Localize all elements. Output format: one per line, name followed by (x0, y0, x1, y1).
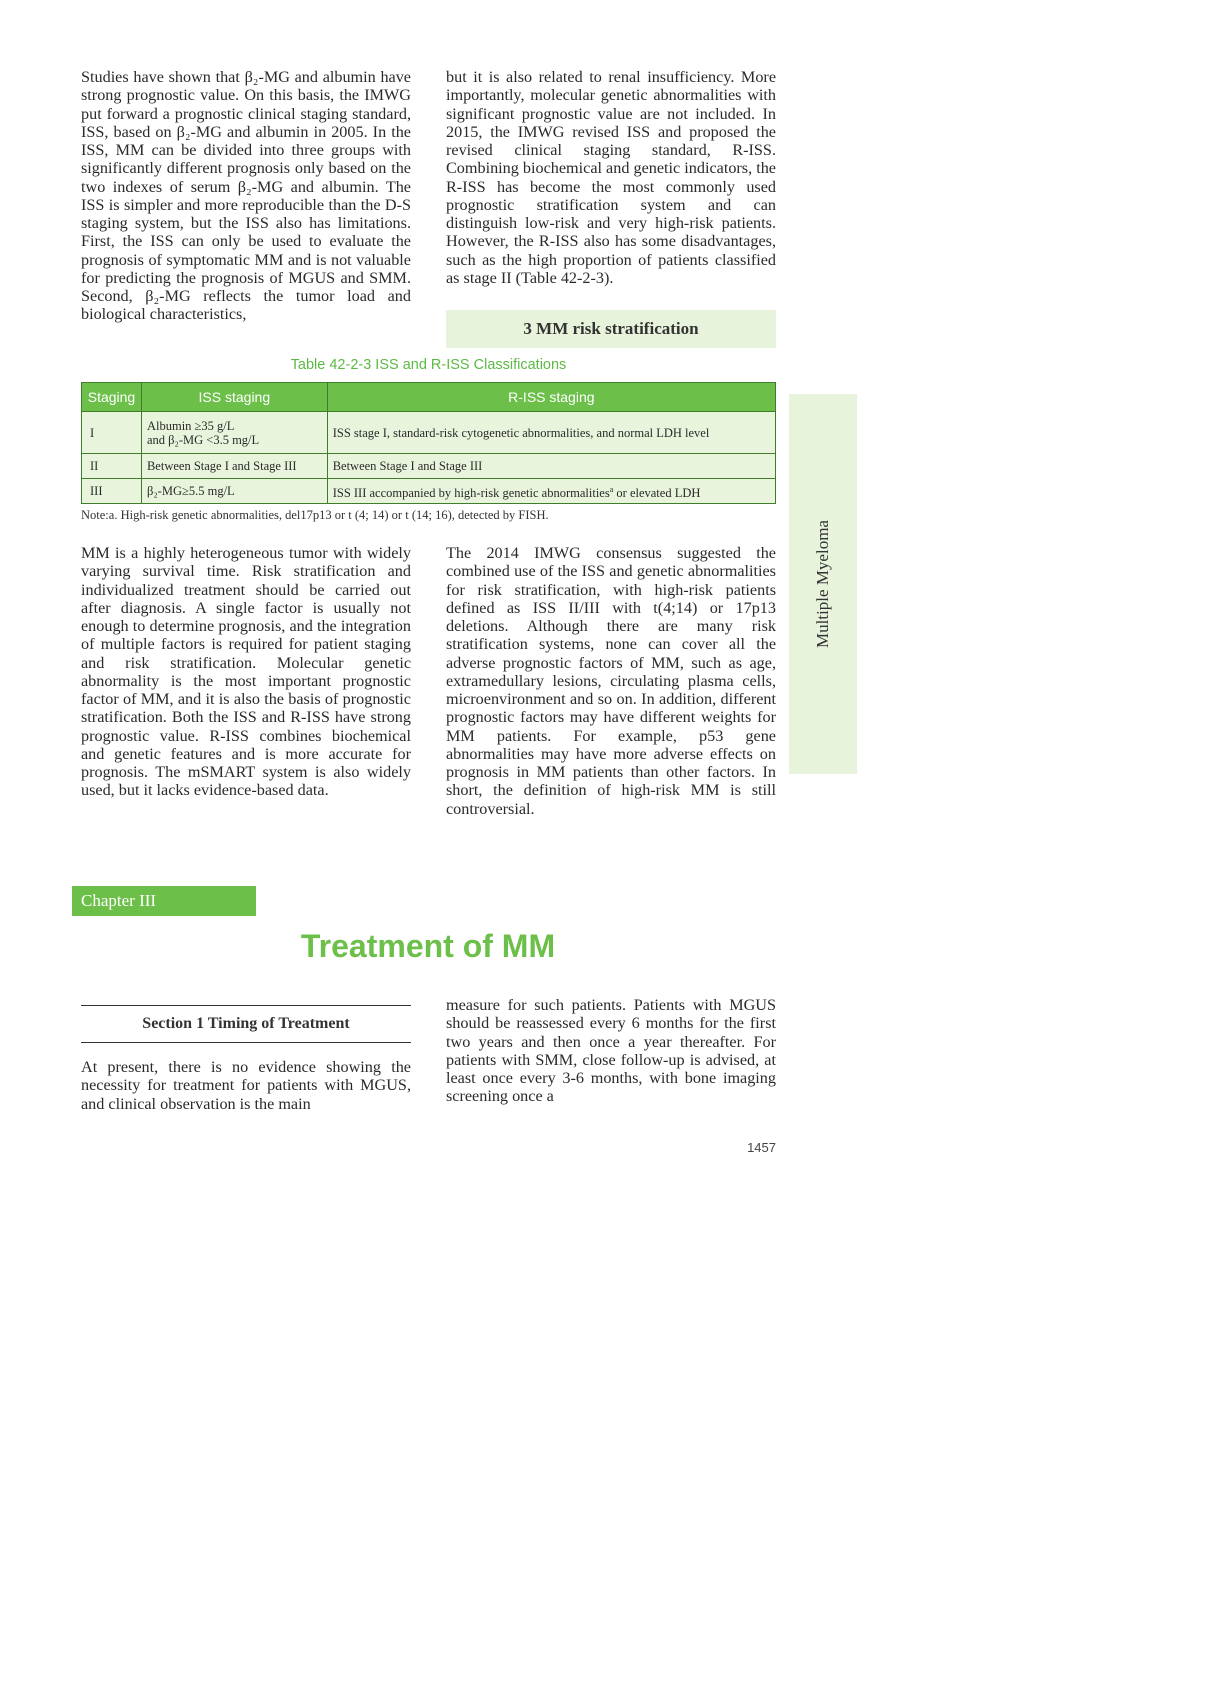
riss-cell-text: ISS III accompanied by high-risk genetic abnormalities (332, 485, 610, 500)
table-header-row (82, 383, 776, 412)
iss-cell-line: and β₂-MG <3.5 mg/L (146, 432, 260, 447)
table-row (82, 479, 776, 504)
header-iss-staging: ISS staging (141, 383, 327, 412)
table-row (82, 412, 776, 454)
footnote-marker: a (609, 484, 614, 494)
chapter-title: Treatment of MM (300, 928, 556, 964)
table-caption: Table 42-2-3 ISS and R-ISS Classifications (290, 357, 567, 373)
paragraph-riss-revision: but it is also related to renal insufficiency. More importantly, molecular genetic abnormalities with significant prognostic value are not included. In 2015, the IMWG revised ISS and proposed the revised clinical staging standard, R-ISS. Combining biochemical and genetic indicators, the R-ISS has become the most commonly used prognostic stratification system and can distinguish low-risk and very high-risk patients. However, the R-ISS also has some disadvantages, such as the high proportion of patients classified as stage II (Table 42-2-3). (446, 68, 776, 287)
body-text-bottom-left (81, 1058, 411, 1113)
paragraph-heterogeneous: MM is a highly heterogeneous tumor with widely varying survival time. Risk stratification and individualized treatment should be carried out after diagnosis. A single factor is usually not enough to determine prognosis, and the integration of multiple factors is required for patient staging and risk stratification. Molecular genetic abnormality is the most important prognostic factor of MM, and it is also the basis of prognostic stratification. Both the ISS and R-ISS have strong prognostic value. R-ISS combines biochemical and genetic features and is more accurate for prognosis. The mSMART system is also widely used, but it lacks evidence-based data. (81, 544, 411, 800)
header-staging: Staging (82, 383, 142, 412)
iss-cell: Between Stage I and Stage III (141, 454, 327, 479)
iss-cell: β₂-MG≥5.5 mg/L (141, 479, 327, 504)
page-number: 1457 (747, 1140, 776, 1155)
riss-cell: ISS stage I, standard-risk cytogenetic abnormalities, and normal LDH level (327, 412, 775, 454)
side-tab (789, 394, 857, 774)
body-text-top-right (446, 68, 776, 287)
iss-riss-table (81, 382, 776, 504)
paragraph-imwg-consensus: The 2014 IMWG consensus suggested the combined use of the ISS and genetic abnormalities for risk stratification, with high-risk patients defined as ISS II/III with t(4;14) or 17p13 deletions. Although there are many risk stratification systems, none can cover all the adverse prognostic factors of MM, such as age, extramedullary lesions, circulating plasma cells, microenvironment and so on. In addition, different prognostic factors may have different weights for MM patients. For example, p53 gene abnormalities may have more adverse effects on prognosis in MM patients than other factors. In short, the definition of high-risk MM is still controversial. (446, 544, 776, 818)
stage-cell: I (82, 412, 142, 454)
body-text-mid-right (446, 544, 776, 818)
paragraph-mgus-treatment: At present, there is no evidence showing the necessity for treatment for patients with MGUS, and clinical observation is the main (81, 1058, 411, 1113)
section-heading-timing: Section 1 Timing of Treatment (81, 1005, 411, 1043)
body-text-mid-left (81, 544, 411, 800)
table-row (82, 454, 776, 479)
chapter-label: Chapter III (72, 886, 256, 916)
table-note: Note:a. High-risk genetic abnormalities, del17p13 or t (4; 14) or t (14; 16), detected by FISH. (81, 508, 549, 522)
stage-cell: II (82, 454, 142, 479)
header-riss-staging: R-ISS staging (327, 383, 775, 412)
body-text-bottom-right (446, 996, 776, 1106)
stage-cell: III (82, 479, 142, 504)
riss-cell (327, 479, 775, 504)
paragraph-iss-prognostic: Studies have shown that β₂-MG and albumin have strong prognostic value. On this basis, the IMWG put forward a prognostic clinical staging standard, ISS, based on β₂-MG and albumin in 2005. In the ISS, MM can be divided into three groups with significantly different prognosis only based on the two indexes of serum β₂-MG and albumin. The ISS is simpler and more reproducible than the D-S staging system, but the ISS also has limitations. First, the ISS can only be used to evaluate the prognosis of symptomatic MM and is not valuable for predicting the prognosis of MGUS and SMM. Second, β₂-MG reflects the tumor load and biological characteristics, (81, 68, 411, 324)
riss-cell: Between Stage I and Stage III (327, 454, 775, 479)
section-heading-risk-stratification: 3 MM risk stratification (446, 310, 776, 348)
iss-cell (141, 412, 327, 454)
riss-cell-text-end: or elevated LDH (613, 485, 701, 500)
paragraph-follow-up: measure for such patients. Patients with MGUS should be reassessed every 6 months for the first two years and then once a year thereafter. For patients with SMM, close follow-up is advised, at least once every 3-6 months, with bone imaging screening once a (446, 996, 776, 1106)
iss-cell-line: Albumin ≥35 g/L (146, 418, 235, 433)
side-tab-label: Multiple Myeloma (813, 520, 832, 648)
body-text-top-left (81, 68, 411, 324)
